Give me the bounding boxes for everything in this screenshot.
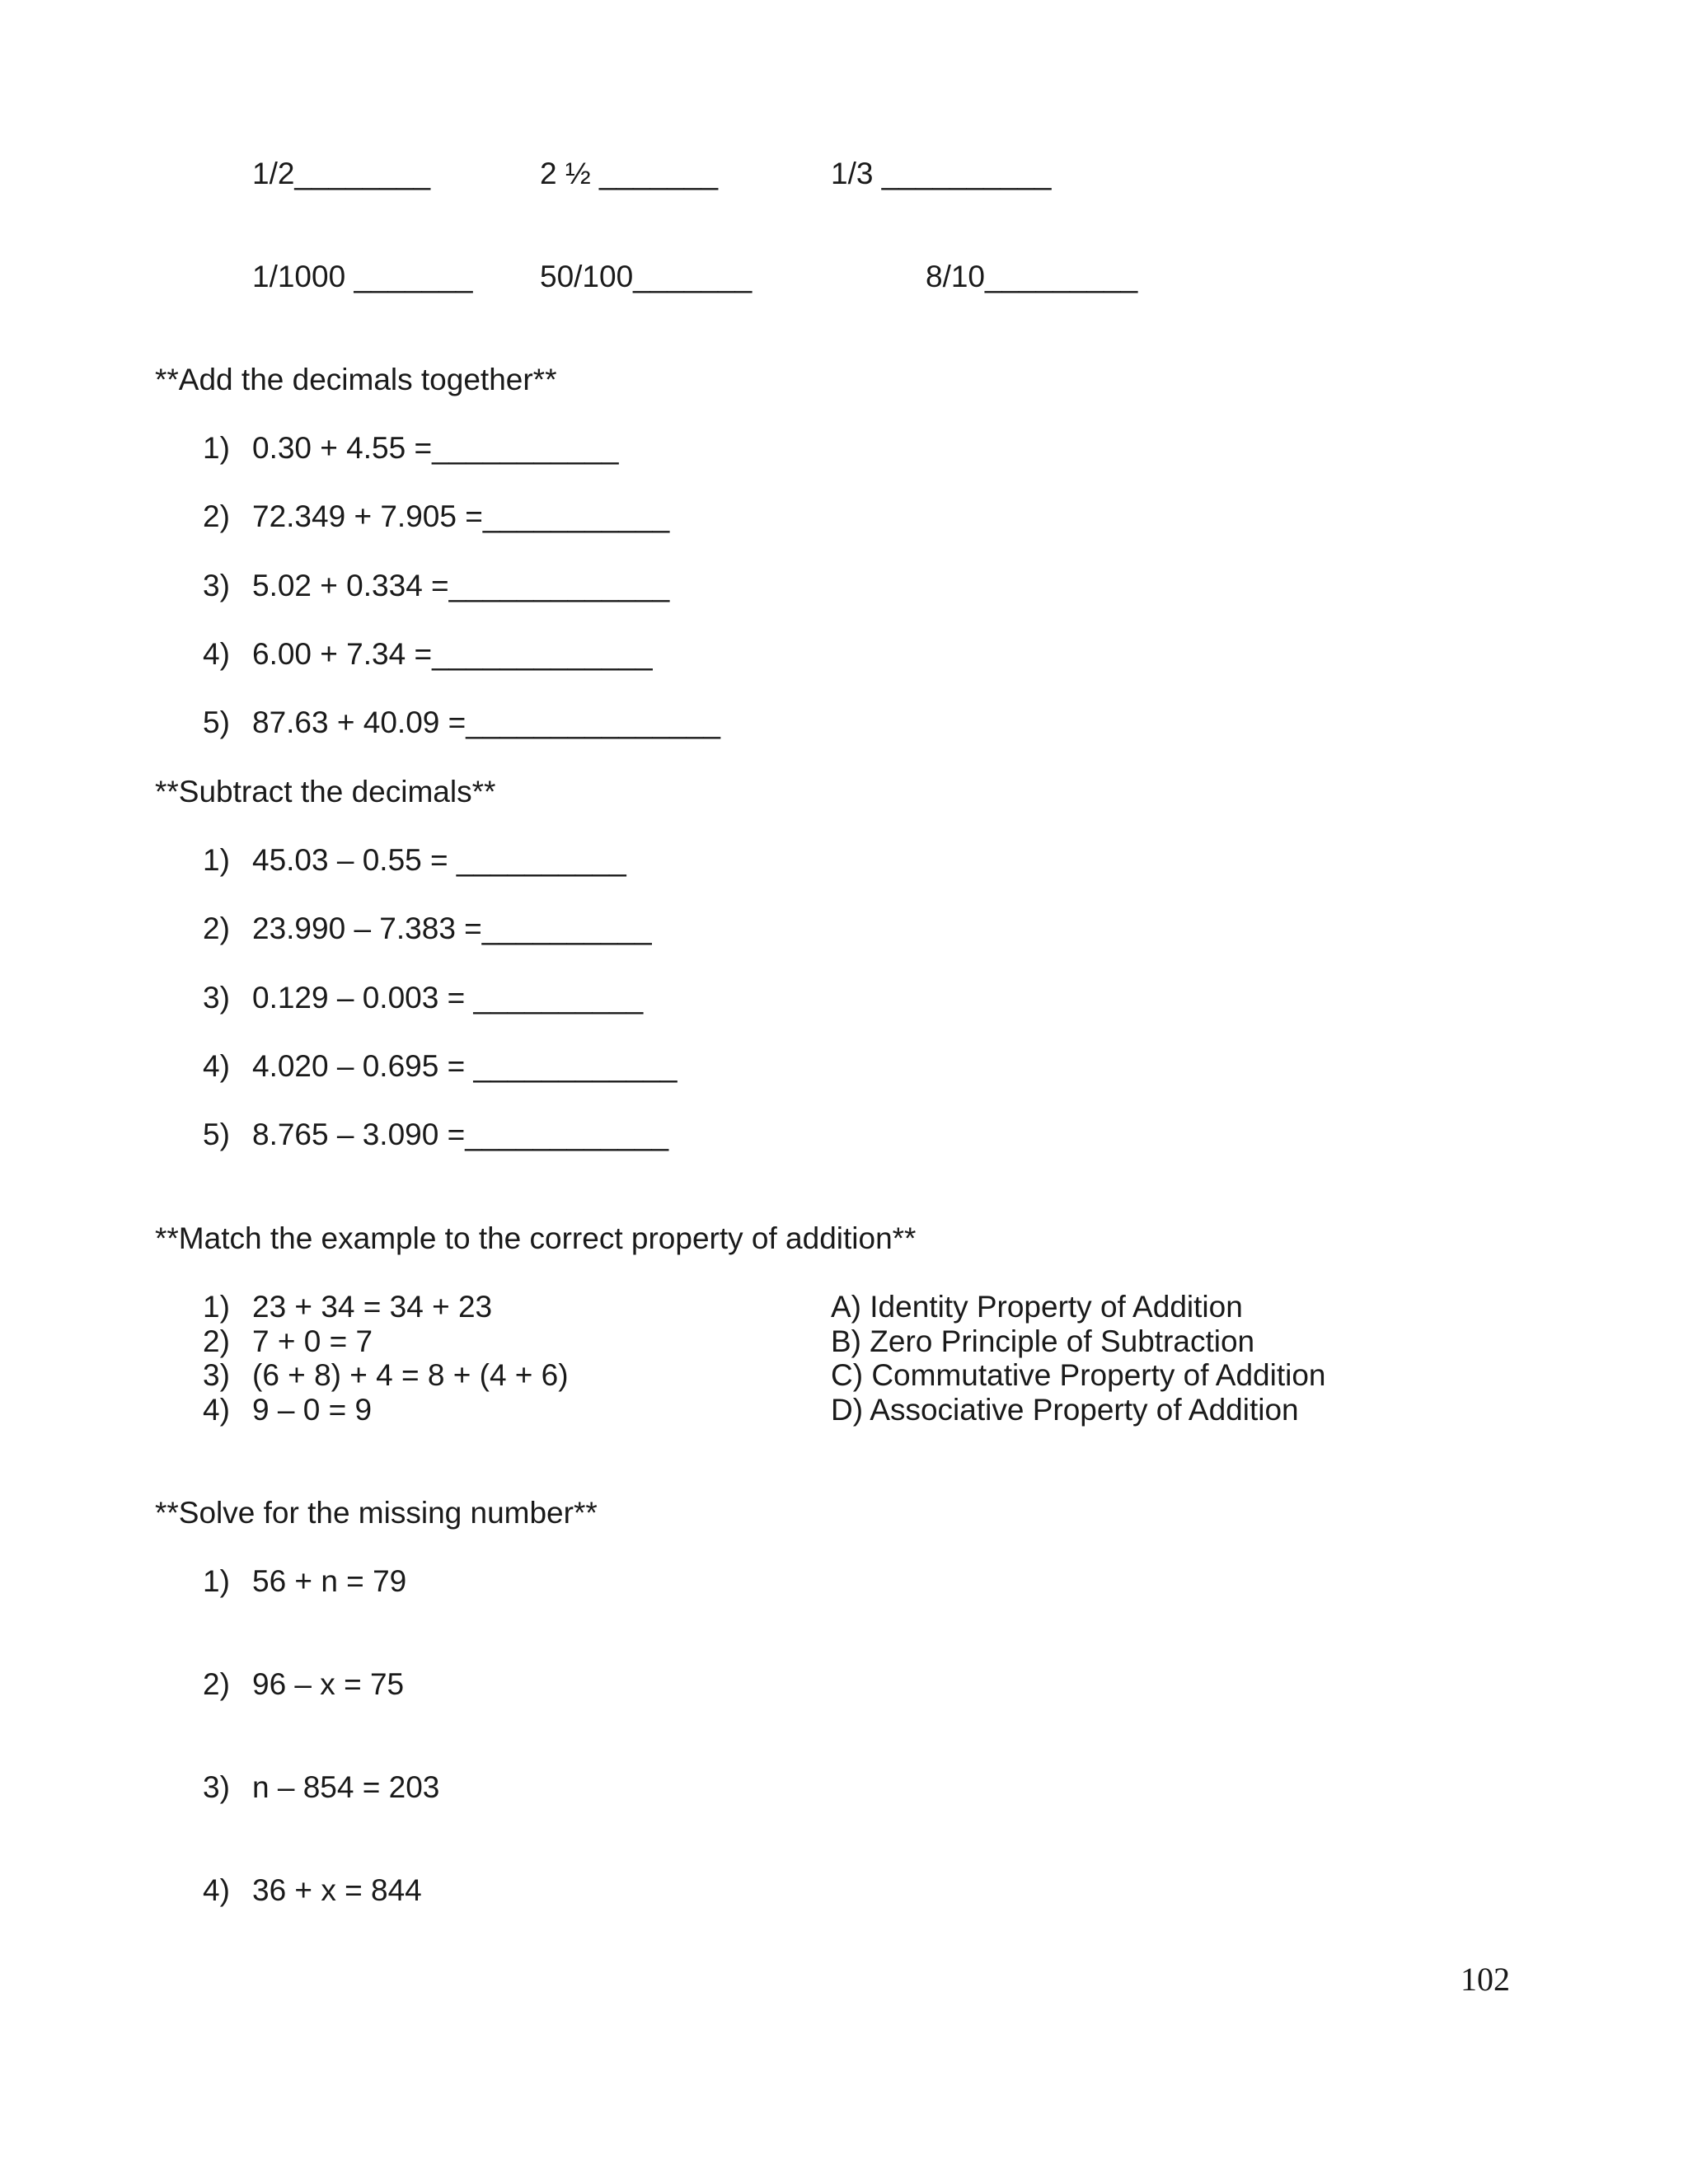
page-number: 102	[1461, 1961, 1510, 1998]
subtract-item-problem[interactable]: 23.990 – 7.383 =__________	[252, 912, 652, 945]
match-section-heading: **Match the example to the correct property of addition**	[155, 1221, 917, 1255]
subtract-section-heading: **Subtract the decimals**	[155, 775, 496, 808]
subtract-item-problem[interactable]: 8.765 – 3.090 =____________	[252, 1118, 669, 1151]
fraction-blank-eight-tenths[interactable]: 8/10_________	[926, 260, 1138, 293]
missing-item-number: 2)	[203, 1667, 230, 1701]
add-item-number: 5)	[203, 705, 230, 739]
match-example-number: 3)	[203, 1358, 230, 1392]
subtract-item-number: 3)	[203, 981, 230, 1015]
add-item-problem[interactable]: 6.00 + 7.34 =_____________	[252, 637, 653, 671]
match-property-zero-principle[interactable]: B) Zero Principle of Subtraction	[831, 1324, 1255, 1358]
subtract-item-number: 4)	[203, 1049, 230, 1083]
fraction-blank-third[interactable]: 1/3 __________	[831, 157, 1052, 190]
add-item-problem[interactable]: 72.349 + 7.905 =___________	[252, 499, 670, 533]
match-property-identity[interactable]: A) Identity Property of Addition	[831, 1290, 1243, 1324]
missing-item-problem[interactable]: n – 854 = 203	[252, 1770, 440, 1804]
subtract-item-problem[interactable]: 0.129 – 0.003 = __________	[252, 981, 644, 1015]
match-example[interactable]: (6 + 8) + 4 = 8 + (4 + 6)	[252, 1358, 569, 1392]
match-property-commutative[interactable]: C) Commutative Property of Addition	[831, 1358, 1326, 1392]
fraction-blank-two-and-half[interactable]: 2 ½ _______	[540, 157, 719, 190]
add-item-number: 3)	[203, 569, 230, 602]
match-example-number: 1)	[203, 1290, 230, 1324]
add-item-number: 2)	[203, 499, 230, 533]
subtract-item-problem[interactable]: 45.03 – 0.55 = __________	[252, 843, 626, 877]
fraction-blank-half[interactable]: 1/2________	[252, 157, 431, 190]
match-example-number: 4)	[203, 1393, 230, 1427]
subtract-item-problem[interactable]: 4.020 – 0.695 = ____________	[252, 1049, 678, 1083]
missing-item-number: 1)	[203, 1564, 230, 1598]
match-property-associative[interactable]: D) Associative Property of Addition	[831, 1393, 1299, 1427]
missing-item-number: 4)	[203, 1873, 230, 1907]
subtract-item-number: 5)	[203, 1118, 230, 1151]
add-item-number: 4)	[203, 637, 230, 671]
missing-item-problem[interactable]: 96 – x = 75	[252, 1667, 405, 1701]
match-example[interactable]: 9 – 0 = 9	[252, 1393, 373, 1427]
missing-item-problem[interactable]: 56 + n = 79	[252, 1564, 407, 1598]
add-item-problem[interactable]: 0.30 + 4.55 =___________	[252, 431, 619, 465]
add-item-number: 1)	[203, 431, 230, 465]
fraction-blank-thousandth[interactable]: 1/1000 _______	[252, 260, 473, 293]
match-example-number: 2)	[203, 1324, 230, 1358]
add-item-problem[interactable]: 5.02 + 0.334 =_____________	[252, 569, 670, 602]
subtract-item-number: 1)	[203, 843, 230, 877]
match-example[interactable]: 7 + 0 = 7	[252, 1324, 373, 1358]
add-section-heading: **Add the decimals together**	[155, 363, 557, 396]
missing-item-number: 3)	[203, 1770, 230, 1804]
fraction-blank-fifty-hundredths[interactable]: 50/100_______	[540, 260, 753, 293]
missing-item-problem[interactable]: 36 + x = 844	[252, 1873, 422, 1907]
match-example[interactable]: 23 + 34 = 34 + 23	[252, 1290, 493, 1324]
missing-section-heading: **Solve for the missing number**	[155, 1496, 598, 1530]
subtract-item-number: 2)	[203, 912, 230, 945]
add-item-problem[interactable]: 87.63 + 40.09 =_______________	[252, 705, 720, 739]
